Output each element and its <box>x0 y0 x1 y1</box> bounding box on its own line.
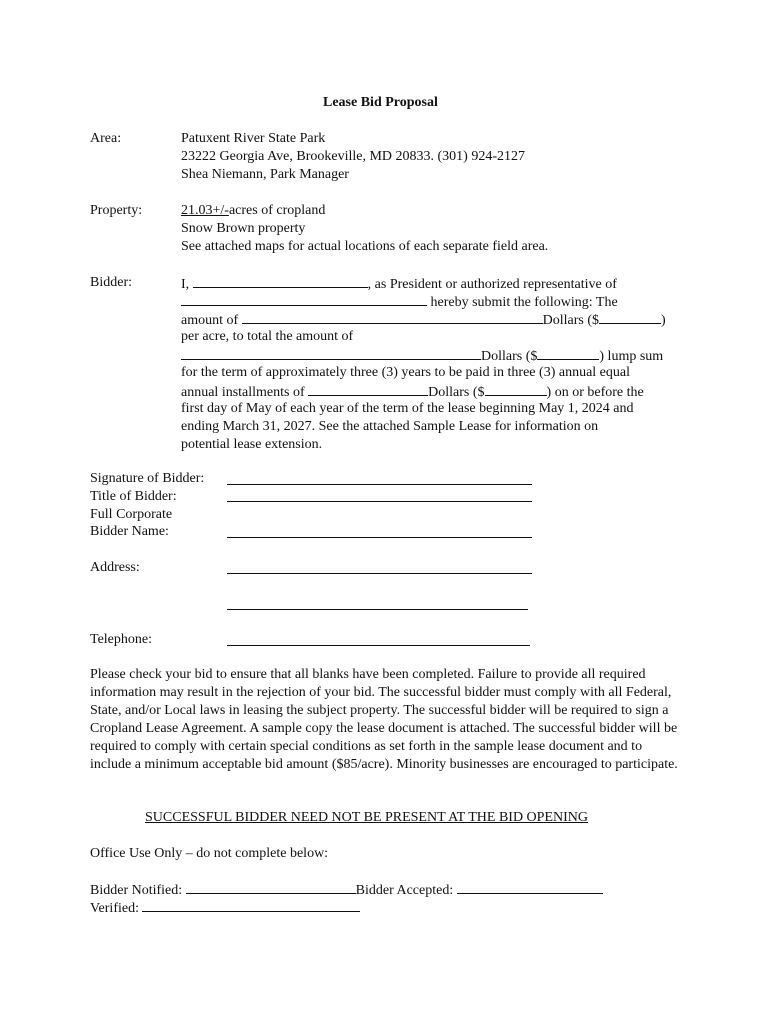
telephone-field[interactable] <box>227 645 530 646</box>
per-acre-words-blank[interactable] <box>242 310 543 324</box>
title-of-bidder-field[interactable] <box>227 501 532 502</box>
bidder-l2-post: hereby submit the following: The <box>430 295 618 310</box>
total-amount-blank[interactable] <box>537 346 599 360</box>
bid-opening-notice: SUCCESSFUL BIDDER NEED NOT BE PRESENT AT THE BID OPENING <box>145 810 588 825</box>
bidder-l3-post: ) <box>661 313 666 328</box>
signature-label: Signature of Bidder: <box>90 471 205 486</box>
bidder-notified-label: Bidder Notified: <box>90 883 183 898</box>
title-of-bidder-label: Title of Bidder: <box>90 489 177 504</box>
area-line-3: Shea Niemann, Park Manager <box>181 167 349 182</box>
instructions-paragraph: Please check your bid to ensure that all blanks have been completed. Failure to provide all required information may result in the rejection of your bid. The successful bidder must comply with all Federal, State, and/or Local laws in leasing the subject property. The successful bidder will be required to sign a Cropland Lease Agreement. A sample copy the lease document is attached. The successful bidder will be required to comply with certain special conditions as set forth in the sample lease document and to include a minimum acceptable bid amount ($85/acre). Minority businesses are encouraged to participate. <box>90 667 678 772</box>
bidder-accepted-field[interactable] <box>457 880 603 894</box>
bidder-notified-field[interactable] <box>186 880 356 894</box>
bidder-name-blank[interactable] <box>193 274 368 288</box>
bidder-l7-mid: Dollars ($ <box>428 385 485 400</box>
bidder-line-10: potential lease extension. <box>181 437 323 452</box>
bidder-l7-pre: annual installments of <box>181 385 305 400</box>
property-line-1 <box>181 202 325 220</box>
bidder-l1-post: , as President or authorized representative of <box>367 277 617 292</box>
bidder-l5-post: ) lump sum <box>599 349 664 364</box>
bidder-l1-pre: I, <box>181 277 190 292</box>
office-use-line-2 <box>90 898 360 918</box>
office-use-heading: Office Use Only – do not complete below: <box>90 846 329 861</box>
area-line-1: Patuxent River State Park <box>181 131 326 146</box>
bidder-line-8: first day of May of each year of the term of the lease beginning May 1, 2024 and <box>181 401 634 416</box>
telephone-label: Telephone: <box>90 632 152 647</box>
bidder-label: Bidder: <box>90 275 132 290</box>
bidder-l5-mid: Dollars ($ <box>481 349 538 364</box>
company-blank[interactable] <box>181 292 427 306</box>
bidder-line-3 <box>181 310 666 330</box>
property-acres: 21.03+/- <box>181 203 229 218</box>
per-acre-amount-blank[interactable] <box>599 310 661 324</box>
property-line-2: Snow Brown property <box>181 221 306 236</box>
area-line-2: 23222 Georgia Ave, Brookeville, MD 20833. (301) 924-2127 <box>181 149 525 164</box>
bidder-l3-mid: Dollars ($ <box>542 313 600 328</box>
address-field-2[interactable] <box>227 609 528 610</box>
bidder-line-2 <box>181 292 618 312</box>
property-label: Property: <box>90 203 143 218</box>
bidder-accepted-label: Bidder Accepted: <box>355 883 454 898</box>
verified-label: Verified: <box>90 901 139 916</box>
property-line-3: See attached maps for actual locations of each separate field area. <box>181 239 549 254</box>
property-acres-suffix: acres of cropland <box>228 203 326 218</box>
office-use-line-1 <box>90 880 603 900</box>
total-words-blank[interactable] <box>181 346 481 360</box>
verified-field[interactable] <box>142 898 360 912</box>
installment-words-blank[interactable] <box>308 382 428 396</box>
bidder-line-9: ending March 31, 2027. See the attached Sample Lease for information on <box>181 419 599 434</box>
bidder-line-4: per acre, to total the amount of <box>181 329 354 344</box>
bidder-line-5 <box>181 346 663 366</box>
bidder-l7-post: ) on or before the <box>546 385 644 400</box>
bidder-l3-pre: amount of <box>181 313 239 328</box>
installment-amount-blank[interactable] <box>485 382 547 396</box>
bidder-name-label: Bidder Name: <box>90 524 169 539</box>
bidder-line-7 <box>181 382 644 402</box>
bidder-line-1 <box>181 274 617 294</box>
area-label: Area: <box>90 131 122 146</box>
signature-field[interactable] <box>227 484 532 485</box>
document-title: Lease Bid Proposal <box>323 95 438 110</box>
address-label: Address: <box>90 560 140 575</box>
bidder-line-6: for the term of approximately three (3) years to be paid in three (3) annual equal <box>181 365 630 380</box>
corporate-bidder-name-field[interactable] <box>227 537 532 538</box>
full-corporate-label: Full Corporate <box>90 507 173 522</box>
address-field-1[interactable] <box>227 573 532 574</box>
